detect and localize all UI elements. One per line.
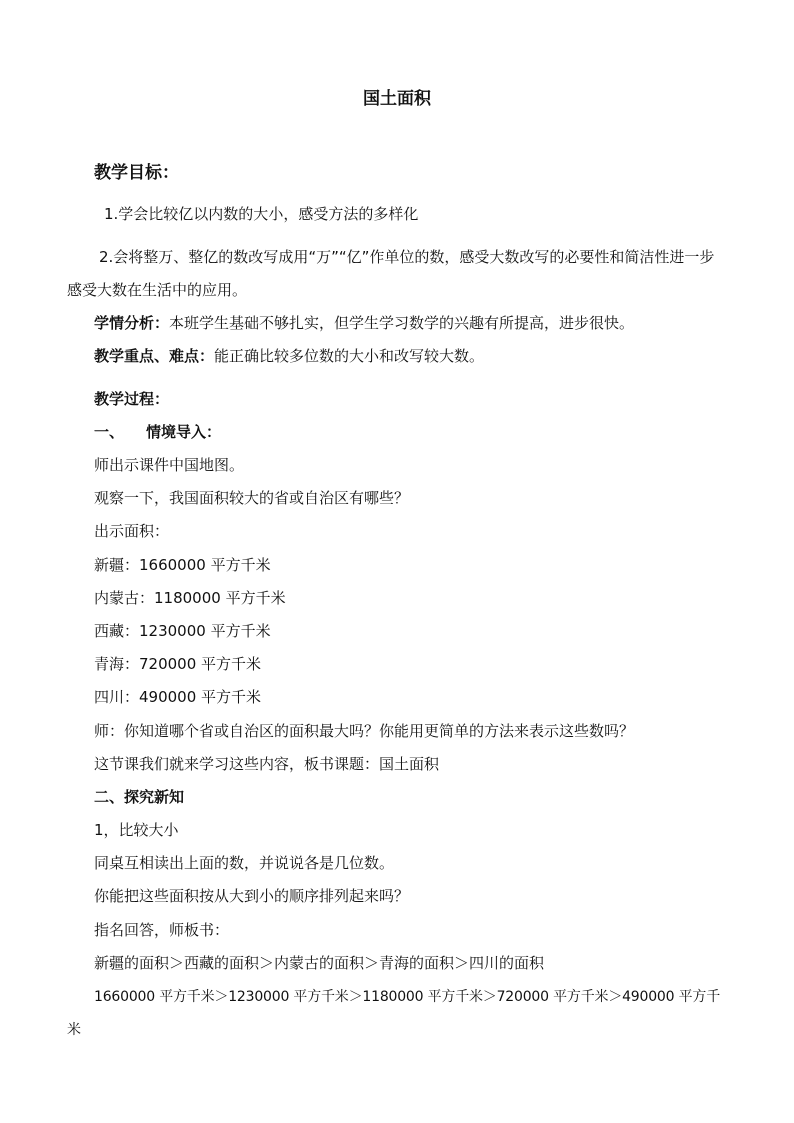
area-item-xizang: 西藏：1230000 平方千米 <box>94 622 271 640</box>
analysis-text: 本班学生基础不够扎实，但学生学习数学的兴趣有所提高，进步很快。 <box>169 314 635 332</box>
area-item-xinjiang: 新疆：1660000 平方千米 <box>94 556 271 574</box>
analysis-label: 学情分析： <box>94 314 170 332</box>
area-item-neimenggu: 内蒙古：1180000 平方千米 <box>94 589 286 607</box>
process-heading: 教学过程： <box>94 390 170 408</box>
area-item-qinghai: 青海：720000 平方千米 <box>94 655 262 673</box>
section-1-title: 情境导入： <box>146 423 222 441</box>
section-1-number: 一、 <box>94 423 125 441</box>
line-show-map: 师出示课件中国地图。 <box>94 456 245 474</box>
objective-2: 2.会将整万、整亿的数改写成用“万”“亿”作单位的数，感受大数改写的必要性和简洁性进一步感受大数在生活中的应用。 <box>67 248 715 299</box>
line-compare-names: 新疆的面积＞西藏的面积＞内蒙古的面积＞青海的面积＞四川的面积 <box>94 954 545 972</box>
page-title: 国土面积 <box>363 89 431 109</box>
line-show-area: 出示面积： <box>94 522 170 540</box>
keypoints-line <box>94 346 484 366</box>
line-observe: 观察一下，我国面积较大的省或自治区有哪些？ <box>94 489 410 507</box>
section-1-heading <box>94 422 221 442</box>
line-read: 同桌互相读出上面的数，并说说各是几位数。 <box>94 854 395 872</box>
line-lesson: 这节课我们就来学习这些内容，板书课题：国土面积 <box>94 755 440 773</box>
objective-1: 1.学会比较亿以内数的大小，感受方法的多样化 <box>104 205 419 223</box>
keypoints-text: 能正确比较多位数的大小和改写较大数。 <box>214 347 485 365</box>
section-2-heading: 二、探究新知 <box>94 788 185 806</box>
line-answer: 指名回答，师板书： <box>94 921 230 939</box>
analysis-line <box>94 313 634 333</box>
objectives-heading: 教学目标： <box>94 163 179 183</box>
keypoints-label: 教学重点、难点： <box>94 347 215 365</box>
area-item-sichuan: 四川：490000 平方千米 <box>94 688 262 706</box>
line-sort: 你能把这些面积按从大到小的顺序排列起来吗？ <box>94 887 410 905</box>
sub-heading-compare: 1，比较大小 <box>94 821 179 839</box>
line-compare-values: 1660000 平方千米＞1230000 平方千米＞1180000 平方千米＞720000 平方千米＞490000 平方千米 <box>67 989 720 1038</box>
line-question: 师：你知道哪个省或自治区的面积最大吗？你能用更简单的方法来表示这些数吗？ <box>94 722 635 740</box>
